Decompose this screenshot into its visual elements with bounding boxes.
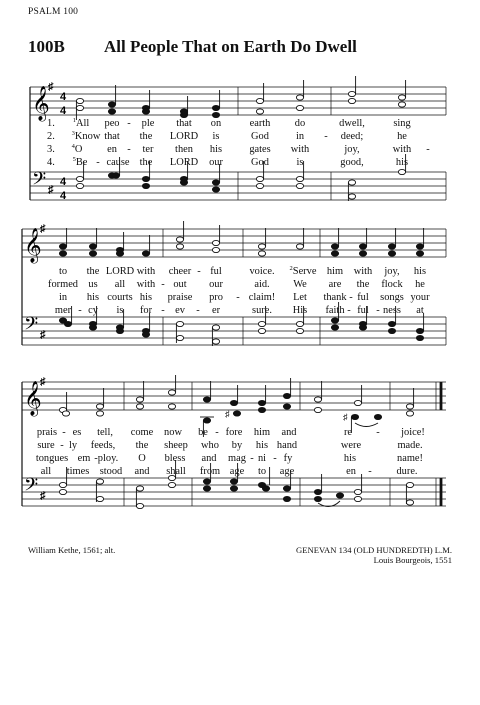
lyric-syllable: age (229, 466, 245, 477)
lyric-syllable: LORD (105, 266, 135, 277)
lyric-syllable: the (86, 266, 100, 277)
lyric-syllable: - (96, 157, 100, 168)
lyric-syllable: - (376, 427, 380, 438)
lyric-syllable: sheep (164, 440, 188, 451)
lyric-syllable: his (343, 453, 357, 464)
lyric-syllable: - (376, 305, 380, 316)
lyric-syllable: he (397, 131, 407, 142)
lyric-syllable: out (173, 279, 187, 290)
lyric-syllable: dwell, (339, 118, 365, 129)
lyric-syllable: our (209, 279, 223, 290)
lyric-syllable: - (197, 266, 201, 277)
key-sharp-bass-icon: ♯ (48, 184, 54, 196)
lyric-syllable: and (134, 466, 150, 477)
lyric-syllable: - (62, 427, 66, 438)
treble-clef-icon: 𝄞 (24, 229, 42, 262)
lyric-syllable: faith (325, 305, 345, 316)
tune-name: GENEVAN 134 (OLD HUNDREDTH) L.M. (296, 545, 452, 555)
tune-credit (296, 545, 452, 565)
lyric-syllable: come (130, 427, 154, 438)
lyric-syllable: on (210, 118, 222, 129)
lyric-syllable: by (231, 440, 243, 451)
lyric-syllable: es (72, 427, 82, 438)
lyric-line-3-1 (0, 427, 480, 439)
lyric-syllable: made. (397, 440, 423, 451)
lyric-syllable: his (209, 144, 223, 155)
lyric-syllable: is (116, 305, 124, 316)
lyric-syllable: - (347, 305, 351, 316)
lyric-line-3-3 (0, 453, 480, 465)
lyric-syllable: thank (323, 292, 347, 303)
lyric-syllable: - (94, 453, 98, 464)
lyric-syllable: us (88, 279, 98, 290)
lyric-syllable: claim! (248, 292, 276, 303)
lyric-syllable: him (326, 266, 344, 277)
lyric-syllable: - (324, 131, 328, 142)
lyric-syllable: age (279, 466, 295, 477)
lyric-line-3-4 (0, 466, 480, 478)
lyric-syllable: $^1$All (72, 117, 90, 129)
lyric-line-2-3 (0, 292, 480, 304)
key-sharp-bass-icon: ♯ (40, 329, 46, 341)
lyric-syllable: were (340, 440, 362, 451)
lyric-syllable: deed; (340, 131, 364, 142)
lyric-syllable: prais (36, 427, 58, 438)
text-credit: William Kethe, 1561; alt. (28, 545, 116, 555)
lyric-syllable: ni (257, 453, 267, 464)
lyric-syllable: ple (141, 118, 155, 129)
lyric-line-1-1 (0, 118, 480, 130)
lyric-syllable: fore (225, 427, 243, 438)
time-sig-bottom-bass: 4 (60, 190, 67, 202)
lyric-syllable: and (201, 453, 217, 464)
lyric-syllable: cause (106, 157, 130, 168)
treble-clef-icon: 𝄞 (32, 87, 50, 120)
lyric-syllable: tongues (35, 453, 69, 464)
lyric-line-2-4 (0, 305, 480, 317)
lyric-syllable: stood (99, 466, 123, 477)
lyric-syllable: $^5$Be (72, 156, 88, 168)
lyric-syllable: voice. (249, 266, 275, 277)
lyric-syllable: $^3$Know (71, 130, 101, 142)
lyric-syllable: his (86, 292, 100, 303)
lyric-syllable: the (356, 279, 370, 290)
lyric-syllable: is (296, 157, 304, 168)
lyric-syllable: with (392, 144, 412, 155)
lyric-syllable: re (343, 427, 353, 438)
lyric-syllable: to (257, 466, 267, 477)
bass-clef-icon: 𝄢 (32, 168, 47, 193)
lyric-syllable: your (410, 292, 430, 303)
lyric-syllable: in (295, 131, 305, 142)
lyric-syllable: LORD (169, 131, 199, 142)
lyric-syllable: His (292, 305, 308, 316)
lyric-syllable: - (349, 292, 353, 303)
lyric-syllable: his (255, 440, 269, 451)
lyric-line-1-2 (0, 131, 480, 143)
lyric-syllable: feeds, (90, 440, 116, 451)
lyric-syllable: - (78, 305, 82, 316)
key-sharp-treble-icon: ♯ (48, 81, 54, 93)
lyric-line-1-4 (0, 157, 480, 169)
lyric-syllable: in (58, 292, 68, 303)
lyric-syllable: - (236, 292, 240, 303)
lyric-syllable: tell, (97, 427, 113, 438)
key-sharp-treble-icon: ♯ (40, 376, 46, 388)
lyric-syllable: sure (37, 440, 55, 451)
lyric-syllable: fy (283, 453, 293, 464)
lyric-syllable: joy, (344, 144, 360, 155)
lyric-syllable: mag (228, 453, 246, 464)
lyric-syllable: our (209, 157, 223, 168)
lyric-syllable: do (294, 118, 306, 129)
lyric-syllable: joy, (384, 266, 400, 277)
key-sharp-treble-icon: ♯ (40, 223, 46, 235)
lyric-syllable: God (251, 157, 269, 168)
lyric-syllable: with (136, 279, 156, 290)
lyric-syllable: LORD (169, 157, 199, 168)
lyric-syllable: sing (393, 118, 411, 129)
lyric-syllable: $^4$O (71, 143, 83, 155)
lyric-syllable: praise (167, 292, 193, 303)
lyric-syllable: all (114, 279, 126, 290)
lyric-syllable: all (40, 466, 52, 477)
bass-clef-icon: 𝄢 (24, 313, 39, 338)
lyric-syllable: now (164, 427, 182, 438)
lyric-syllable: bless (164, 453, 186, 464)
key-sharp-bass-icon: ♯ (40, 490, 46, 502)
lyric-syllable: We (293, 279, 307, 290)
lyric-syllable: his (139, 292, 153, 303)
svg-text:♯: ♯ (225, 409, 230, 419)
lyric-syllable: earth (249, 118, 271, 129)
lyric-syllable: ful (357, 305, 369, 316)
lyric-syllable: is (212, 131, 220, 142)
lyric-syllable: with (136, 266, 156, 277)
lyric-syllable: good, (340, 157, 364, 168)
lyric-syllable: he (415, 279, 425, 290)
lyric-syllable: - (426, 144, 430, 155)
lyric-syllable: - (273, 453, 277, 464)
lyric-syllable: his (413, 266, 427, 277)
time-sig-top-treble: 4 (60, 91, 67, 103)
lyric-syllable: - (215, 427, 219, 438)
treble-clef-icon: 𝄞 (24, 382, 42, 415)
lyric-syllable: O (138, 453, 146, 464)
lyric-syllable: gates (249, 144, 271, 155)
lyric-syllable: formed (47, 279, 79, 290)
lyric-syllable: cy (88, 305, 98, 316)
lyric-syllable: - (127, 118, 131, 129)
lyric-syllable: from (199, 466, 221, 477)
lyric-line-2-1 (0, 266, 480, 278)
hymn-number: 100B (28, 37, 65, 56)
lyric-syllable: hand (276, 440, 298, 451)
lyric-syllable: sure. (252, 305, 272, 316)
lyric-syllable: aid. (254, 279, 270, 290)
lyric-syllable: ev (175, 305, 185, 316)
composer-credit: Louis Bourgeois, 1551 (373, 555, 452, 565)
lyric-syllable: - (127, 144, 131, 155)
lyric-syllable: - (368, 466, 372, 477)
lyric-syllable: ly (68, 440, 78, 451)
lyric-syllable: 1. (47, 118, 55, 129)
lyric-syllable: ter (142, 144, 154, 155)
lyric-syllable: ful (210, 266, 222, 277)
svg-text:♯: ♯ (343, 412, 348, 422)
bass-clef-icon: 𝄢 (24, 474, 39, 499)
lyric-syllable: shall (166, 466, 186, 477)
lyric-syllable: dure. (396, 466, 418, 477)
lyric-syllable: courts (107, 292, 133, 303)
psalm-label: PSALM 100 (28, 7, 79, 17)
lyric-syllable: the (135, 440, 149, 451)
lyric-syllable: Let (293, 292, 307, 303)
lyric-syllable: for (139, 305, 153, 316)
lyric-syllable: who (201, 440, 219, 451)
lyric-syllable: and (281, 427, 297, 438)
hymn-title: All People That on Earth Do Dwell (104, 37, 357, 56)
lyric-syllable: er (211, 305, 221, 316)
lyric-syllable: pro (209, 292, 223, 303)
lyric-syllable: name! (397, 453, 423, 464)
time-sig-top-bass: 4 (60, 176, 67, 188)
lyric-syllable: 3. (47, 144, 55, 155)
lyric-syllable: - (161, 305, 165, 316)
lyric-syllable: en (346, 466, 356, 477)
lyric-syllable: - (250, 453, 254, 464)
lyric-syllable: with (353, 266, 373, 277)
lyric-syllable: 4. (47, 157, 55, 168)
lyric-syllable: joice! (401, 427, 425, 438)
lyric-line-2-2 (0, 279, 480, 291)
lyric-syllable: 2. (47, 131, 55, 142)
lyric-syllable: to (58, 266, 68, 277)
lyric-syllable: em (77, 453, 91, 464)
lyric-syllable: songs (380, 292, 404, 303)
lyric-syllable: times (66, 466, 90, 477)
lyric-syllable: his (395, 157, 409, 168)
lyric-syllable: are (328, 279, 342, 290)
lyric-syllable: - (196, 305, 200, 316)
lyric-syllable: cheer (168, 266, 192, 277)
lyric-syllable: - (60, 440, 64, 451)
lyric-syllable: flock (381, 279, 403, 290)
lyric-syllable: with (290, 144, 310, 155)
lyric-syllable: that (176, 118, 192, 129)
lyric-syllable: be (198, 427, 208, 438)
lyric-syllable: ness (383, 305, 401, 316)
lyric-syllable: at (416, 305, 424, 316)
lyric-syllable: en (107, 144, 117, 155)
lyric-line-3-2 (0, 440, 480, 452)
lyric-syllable: ploy. (97, 453, 119, 464)
time-sig-bottom-treble: 4 (60, 105, 67, 117)
lyric-syllable: that (104, 131, 120, 142)
lyric-syllable: the (139, 131, 153, 142)
lyric-syllable: peo (104, 118, 120, 129)
lyric-syllable: - (161, 279, 165, 290)
lyric-syllable: then (175, 144, 193, 155)
lyric-line-1-3 (0, 144, 480, 156)
lyric-syllable: him (253, 427, 271, 438)
lyric-syllable: ful (357, 292, 369, 303)
lyric-syllable: the (139, 157, 153, 168)
lyric-syllable: mer (54, 305, 72, 316)
lyric-syllable: God (251, 131, 269, 142)
lyric-syllable: $^2$Serve (289, 265, 317, 277)
